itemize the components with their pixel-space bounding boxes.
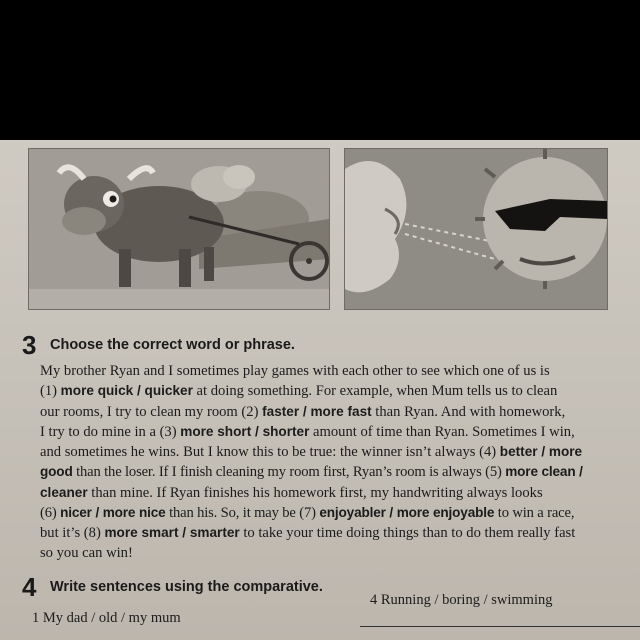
passage-text: to take your time doing things than to do them really fast [239,525,576,542]
answer-option: faster / more fast [262,403,372,419]
answer-option: cleaner [40,484,88,500]
textbook-page [0,140,640,640]
exercise-4-number: 4 [22,572,37,602]
passage-text: (6) [40,505,61,522]
exercise-3-passage [40,362,640,563]
answer-option: good [40,464,73,480]
passage-text: to win a race, [494,505,575,522]
answer-line[interactable] [360,626,640,627]
passage-text: so you can win! [40,544,133,561]
exercise-4-item-4: 4 Running / boring / swimming [370,592,553,608]
answer-option: nicer / more nice [60,505,166,521]
passage-line [40,381,640,401]
passage-text: than Ryan. And with homework, [371,403,566,420]
passage-text: and sometimes he wins. But I know this to be true: the winner isn’t always (4) [40,444,500,461]
exercise-4-item-1: 1 My dad / old / my mum [32,610,181,626]
answer-option: better / more [499,444,583,460]
passage-line [40,442,640,462]
passage-text: than mine. If Ryan finishes his homework first, my handwriting always looks [87,484,543,501]
exercise-4-instruction: Write sentences using the comparative. [50,579,323,595]
answer-option: more smart / smarter [104,525,240,541]
exercise-3-number: 3 [22,330,37,360]
passage-text: than the loser. If I finish cleaning my room first, Ryan’s room is always (5) [72,464,506,481]
illustration-bull-pulling-cart [28,148,330,310]
passage-text: than his. So, it may be (7) [165,505,320,522]
exercise-3-instruction: Choose the correct word or phrase. [50,337,295,353]
answer-option: more clean / [505,464,583,480]
passage-text: but it’s (8) [40,525,105,542]
answer-option: more quick / quicker [60,383,193,399]
passage-line [40,462,640,482]
passage-line [40,402,640,422]
answer-option: more short / shorter [180,423,310,439]
passage-line [40,544,640,563]
passage-text: My brother Ryan and I sometimes play games with each other to see which one of us is [40,363,550,379]
answer-option: enjoyabler / more enjoyable [319,505,495,521]
passage-text: I try to do mine in a (3) [40,423,181,440]
illustration-wind-and-sun [344,148,608,310]
passage-line [40,362,640,381]
passage-line [40,523,640,543]
passage-text: (1) [40,383,61,400]
passage-line [40,503,640,523]
passage-text: amount of time than Ryan. Sometimes I win, [309,423,575,440]
passage-text: at doing something. For example, when Mum tells us to clean [192,383,558,400]
passage-line [40,483,640,503]
passage-line [40,422,640,442]
passage-text: our rooms, I try to clean my room (2) [40,403,263,420]
